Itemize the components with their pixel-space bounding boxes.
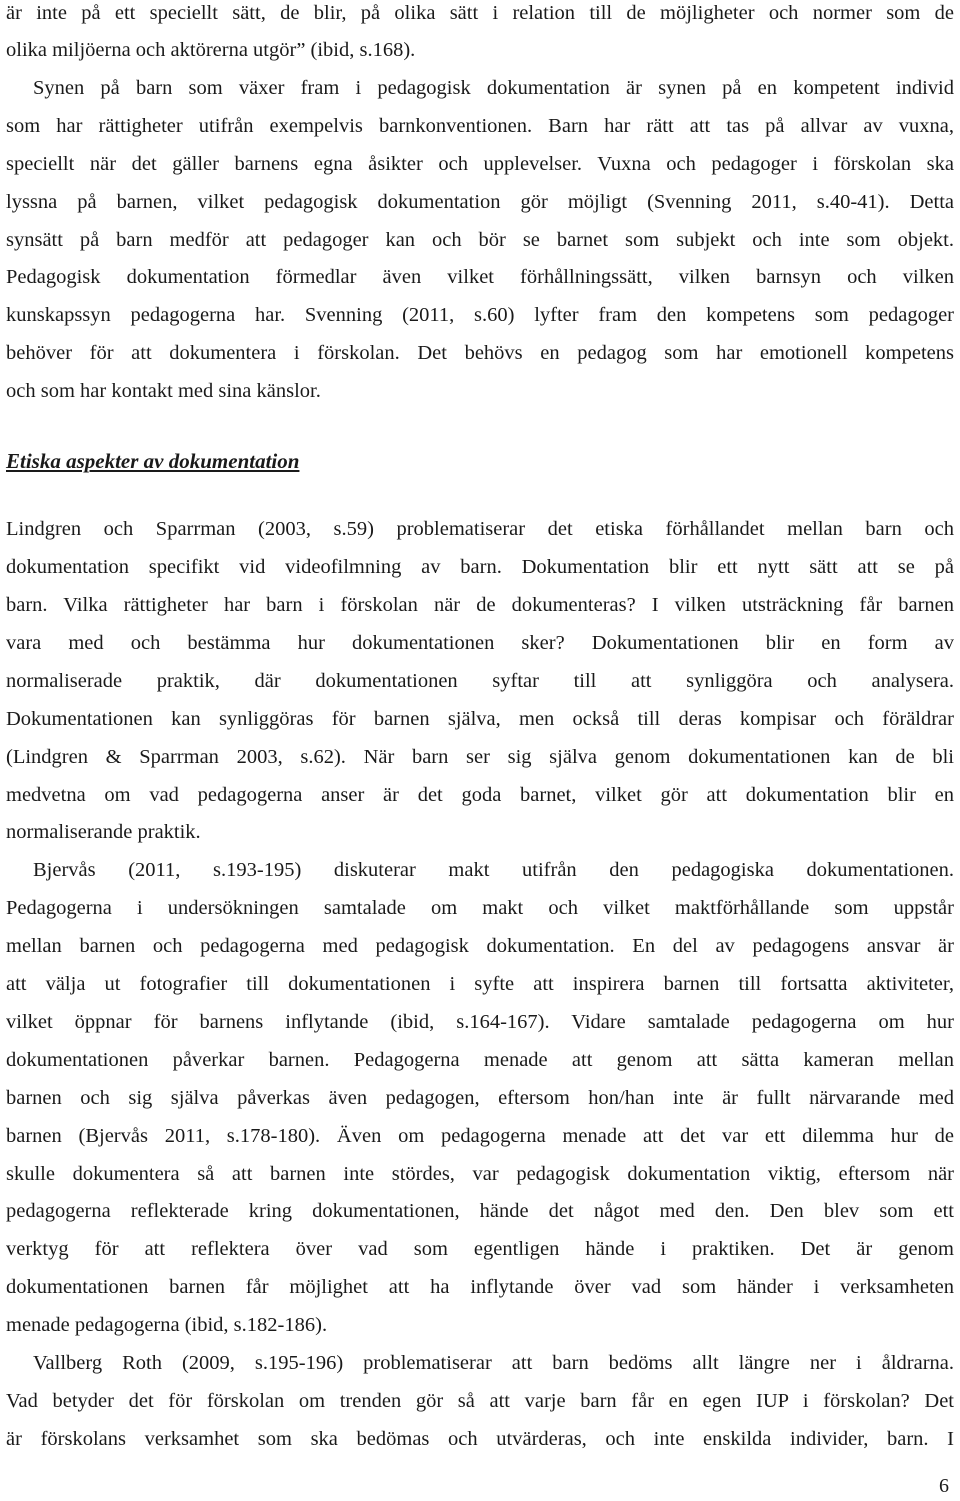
- text-line: Vad betyder det för förskolan om trenden gör så att varje barn får en egen IUP i förskolan? Det: [6, 1390, 954, 1412]
- text-line: medvetna om vad pedagogerna anser är det goda barnet, vilket gör att dokumentation blir en: [6, 784, 954, 806]
- text-line: dokumentationen påverkar barnen. Pedagogerna menade att genom att sätta kameran mellan: [6, 1049, 954, 1071]
- text-line: skulle dokumentera så att barnen inte stördes, var pedagogisk dokumentation viktig, eftersom när: [6, 1163, 954, 1185]
- text-line: Lindgren och Sparrman (2003, s.59) problematiserar det etiska förhållandet mellan barn och: [6, 518, 954, 540]
- text-line: lyssna på barnen, vilket pedagogisk dokumentation gör möjligt (Svenning 2011, s.40-41). Detta: [6, 191, 954, 213]
- text-line: dokumentation specifikt vid videofilmning av barn. Dokumentation blir ett nytt sätt att se på: [6, 556, 954, 578]
- text-line: vilket öppnar för barnens inflytande (ibid, s.164-167). Vidare samtalade pedagogerna om hur: [6, 1011, 954, 1033]
- text-line: är inte på ett speciellt sätt, de blir, på olika sätt i relation till de möjligheter och normer som de: [6, 2, 954, 24]
- text-line: Synen på barn som växer fram i pedagogisk dokumentation är synen på en kompetent individ: [33, 77, 954, 99]
- text-line: är förskolans verksamhet som ska bedömas och utvärderas, och inte enskilda individer, barn. I: [6, 1428, 954, 1450]
- text-line: (Lindgren & Sparrman 2003, s.62). När barn ser sig själva genom dokumentationen kan de bli: [6, 746, 954, 768]
- text-line: normaliserade praktik, där dokumentationen syftar till att synliggöra och analysera.: [6, 670, 954, 692]
- text-line: mellan barnen och pedagogerna med pedagogisk dokumentation. En del av pedagogens ansvar är: [6, 935, 954, 957]
- text-line: att välja ut fotografier till dokumentationen i syfte att inspirera barnen till fortsatta aktiviteter,: [6, 973, 954, 995]
- text-line: dokumentationen barnen får möjlighet att ha inflytande över vad som händer i verksamheten: [6, 1276, 954, 1298]
- text-line: menade pedagogerna (ibid, s.182-186).: [6, 1314, 328, 1336]
- text-line: speciellt när det gäller barnens egna åsikter och upplevelser. Vuxna och pedagoger i förskolan ska: [6, 153, 954, 175]
- section-heading: Etiska aspekter av dokumentation: [6, 449, 300, 473]
- text-line: barnen och sig själva påverkas även pedagogen, eftersom hon/han inte är fullt närvarande med: [6, 1087, 954, 1109]
- text-line: pedagogerna reflekterade kring dokumentationen, hände det något med den. Den blev som ett: [6, 1200, 954, 1222]
- text-line: barnen (Bjervås 2011, s.178-180). Även om pedagogerna menade att det var ett dilemma hur de: [6, 1125, 954, 1147]
- text-line: barn. Vilka rättigheter har barn i förskolan när de dokumenteras? I vilken utsträckning får barnen: [6, 594, 954, 616]
- page-number: 6: [939, 1475, 949, 1497]
- text-line: kunskapssyn pedagogerna har. Svenning (2011, s.60) lyfter fram den kompetens som pedagoger: [6, 304, 954, 326]
- text-line: Pedagogerna i undersökningen samtalade om makt och vilket maktförhållande som uppstår: [6, 897, 954, 919]
- text-line: olika miljöerna och aktörerna utgör” (ibid, s.168).: [6, 39, 416, 61]
- text-line: synsätt på barn medför att pedagoger kan och bör se barnet som subjekt och inte som objekt.: [6, 229, 954, 251]
- text-line: vara med och bestämma hur dokumentationen sker? Dokumentationen blir en form av: [6, 632, 954, 654]
- text-line: Dokumentationen kan synliggöras för barnen själva, men också till deras kompisar och föräldrar: [6, 708, 954, 730]
- text-line: som har rättigheter utifrån exempelvis barnkonventionen. Barn har rätt att tas på allvar av vuxna,: [6, 115, 954, 137]
- text-line: normaliserande praktik.: [6, 821, 201, 843]
- text-line: Vallberg Roth (2009, s.195-196) problematiserar att barn bedöms allt längre ner i åldrarna.: [33, 1352, 954, 1374]
- text-line: Pedagogisk dokumentation förmedlar även vilket förhållningssätt, vilken barnsyn och vilken: [6, 266, 954, 288]
- text-line: Bjervås (2011, s.193-195) diskuterar makt utifrån den pedagogiska dokumentationen.: [33, 859, 954, 881]
- text-line: verktyg för att reflektera över vad som egentligen hände i praktiken. Det är genom: [6, 1238, 954, 1260]
- text-line: och som har kontakt med sina känslor.: [6, 380, 321, 402]
- text-line: behöver för att dokumentera i förskolan. Det behövs en pedagog som har emotionell kompetens: [6, 342, 954, 364]
